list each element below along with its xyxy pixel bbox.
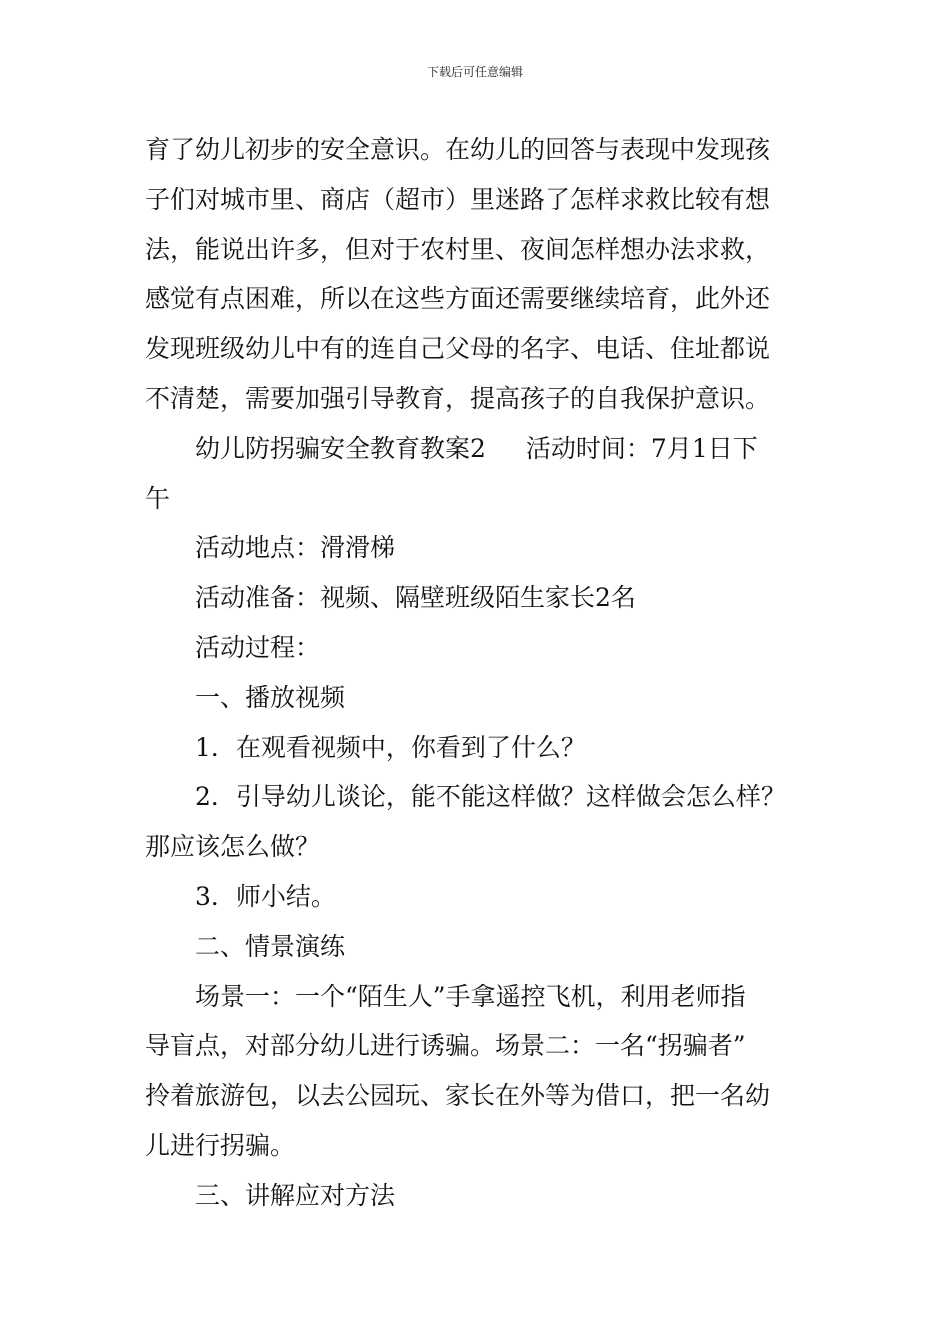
activity-process-heading: 活动过程： bbox=[195, 632, 321, 662]
step-heading: 三、讲解应对方法 bbox=[195, 1180, 396, 1210]
list-item: 1．在观看视频中，你看到了什么？ bbox=[195, 732, 586, 762]
step-heading: 二、情景演练 bbox=[195, 931, 346, 961]
text-line: 子们对城市里、商店（超市）里迷路了怎样求救比较有想 bbox=[145, 184, 771, 214]
activity-location: 活动地点：滑滑梯 bbox=[195, 533, 396, 563]
step-heading: 一、播放视频 bbox=[195, 682, 346, 712]
activity-preparation: 活动准备：视频、隔壁班级陌生家长2名 bbox=[195, 583, 636, 613]
text-line: 不清楚，需要加强引导教育，提高孩子的自我保护意识。 bbox=[145, 383, 771, 413]
text-line: 导盲点，对部分幼儿进行诱骗。场景二：一名“拐骗者” bbox=[145, 1031, 746, 1061]
page-header: 下载后可任意编辑 bbox=[426, 65, 523, 79]
section-title-line bbox=[145, 424, 810, 474]
document-body bbox=[145, 125, 810, 1221]
list-item: 3．师小结。 bbox=[195, 881, 336, 911]
section-title: 幼儿防拐骗安全教育教案2 bbox=[195, 433, 486, 463]
text-line: 法，能说出许多，但对于农村里、夜间怎样想办法求救， bbox=[145, 234, 771, 264]
activity-time: 活动时间：7月1日下 bbox=[525, 433, 758, 463]
paragraph-line: 场景一：一个“陌生人”手拿遥控飞机，利用老师指 bbox=[195, 981, 746, 1011]
text-line: 那应该怎么做？ bbox=[145, 832, 321, 862]
text-line: 发现班级幼儿中有的连自己父母的名字、电话、住址都说 bbox=[145, 334, 771, 364]
text-line: 午 bbox=[145, 483, 171, 513]
text-line: 儿进行拐骗。 bbox=[145, 1130, 296, 1160]
text-line: 感觉有点困难，所以在这些方面还需要继续培育，此外还 bbox=[145, 284, 771, 314]
text-line: 拎着旅游包，以去公园玩、家长在外等为借口，把一名幼 bbox=[145, 1081, 771, 1111]
text-line: 育了幼儿初步的安全意识。在幼儿的回答与表现中发现孩 bbox=[145, 135, 771, 164]
list-item: 2．引导幼儿谈论，能不能这样做？这样做会怎么样？ bbox=[195, 782, 786, 812]
